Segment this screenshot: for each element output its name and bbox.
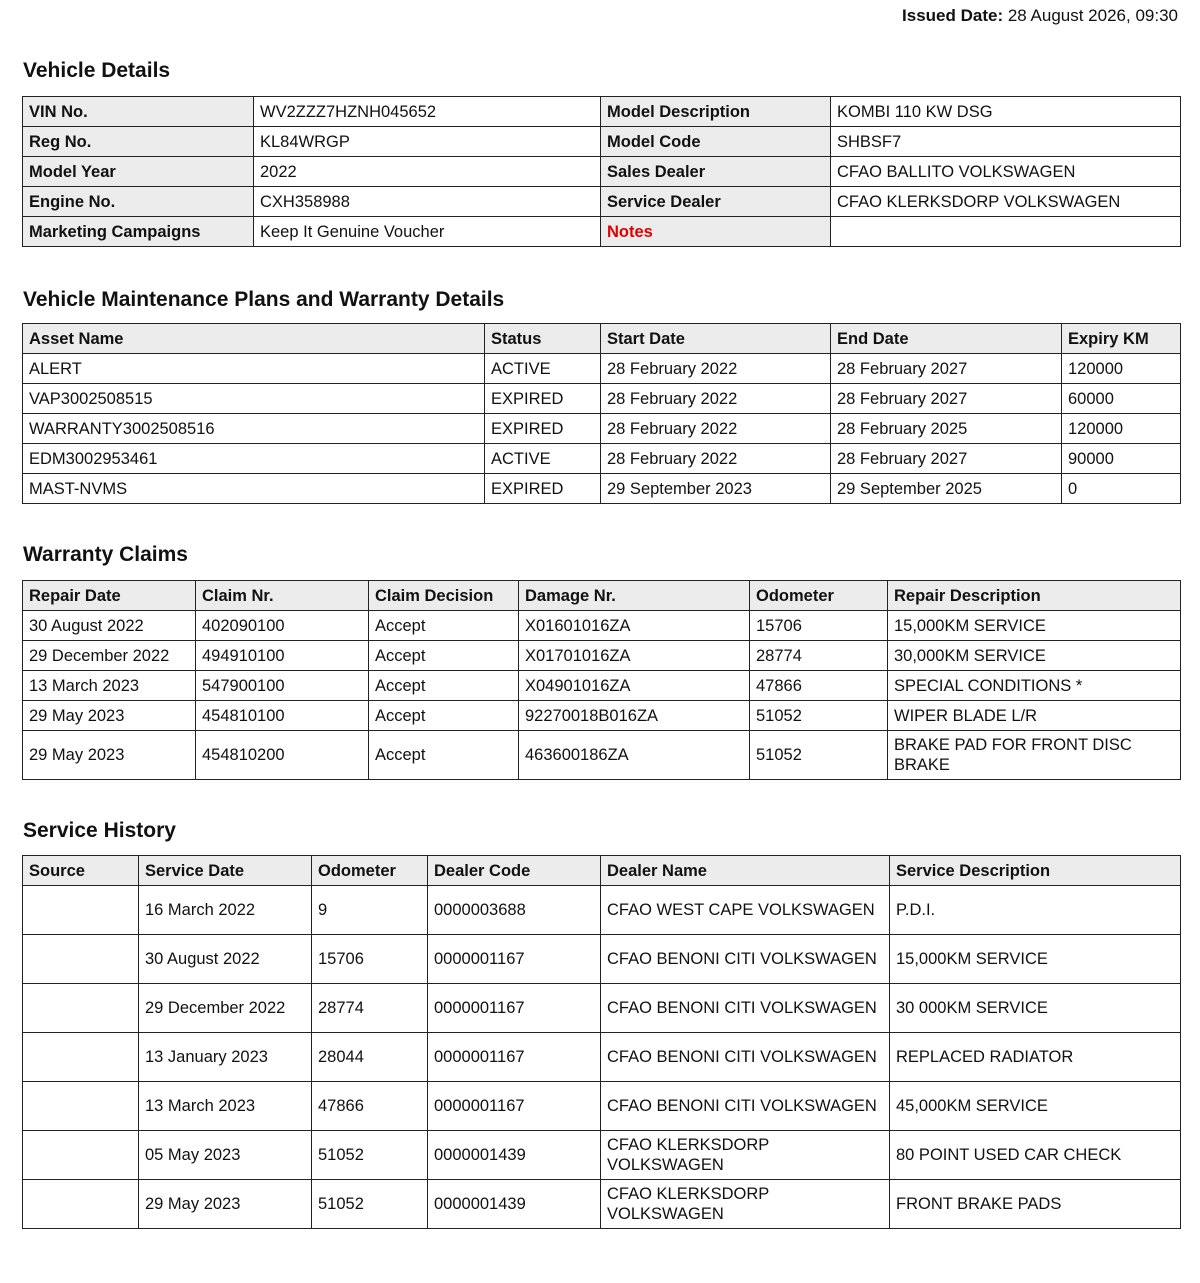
column-header-damage-nr: Damage Nr. bbox=[519, 581, 750, 611]
cell-status: EXPIRED bbox=[485, 474, 601, 504]
cell-damage-nr: X01701016ZA bbox=[519, 641, 750, 671]
cell-expiry-km: 120000 bbox=[1062, 414, 1181, 444]
cell-repair-date: 13 March 2023 bbox=[23, 671, 196, 701]
cell-service-description: 15,000KM SERVICE bbox=[890, 935, 1181, 984]
cell-dealer-code: 0000001439 bbox=[428, 1180, 601, 1229]
cell-dealer-code: 0000001167 bbox=[428, 984, 601, 1033]
cell-service-description: REPLACED RADIATOR bbox=[890, 1033, 1181, 1082]
cell-odometer: 15706 bbox=[312, 935, 428, 984]
maintenance-plans-title: Vehicle Maintenance Plans and Warranty Details bbox=[23, 288, 505, 311]
column-header-asset-name: Asset Name bbox=[23, 324, 485, 354]
cell-repair-date: 29 May 2023 bbox=[23, 731, 196, 780]
detail-value-marketing-campaigns: Keep It Genuine Voucher bbox=[254, 217, 601, 247]
plan-row bbox=[23, 354, 1181, 384]
service-row bbox=[23, 1180, 1181, 1229]
cell-dealer-code: 0000001439 bbox=[428, 1131, 601, 1180]
detail-value-sales-dealer: CFAO BALLITO VOLKSWAGEN bbox=[831, 157, 1181, 187]
cell-expiry-km: 120000 bbox=[1062, 354, 1181, 384]
cell-source bbox=[23, 984, 139, 1033]
cell-odometer: 47866 bbox=[750, 671, 888, 701]
cell-end-date: 29 September 2025 bbox=[831, 474, 1062, 504]
cell-expiry-km: 60000 bbox=[1062, 384, 1181, 414]
cell-claim-nr: 454810200 bbox=[196, 731, 369, 780]
cell-service-date: 13 January 2023 bbox=[139, 1033, 312, 1082]
cell-status: EXPIRED bbox=[485, 414, 601, 444]
column-header-status: Status bbox=[485, 324, 601, 354]
cell-repair-description: 15,000KM SERVICE bbox=[888, 611, 1181, 641]
cell-service-description: 80 POINT USED CAR CHECK bbox=[890, 1131, 1181, 1180]
cell-repair-description: BRAKE PAD FOR FRONT DISC BRAKE bbox=[888, 731, 1181, 780]
cell-end-date: 28 February 2027 bbox=[831, 444, 1062, 474]
service-history-title: Service History bbox=[23, 819, 176, 842]
vehicle-detail-row bbox=[23, 157, 1181, 187]
maintenance-plans-table bbox=[22, 323, 1181, 504]
column-header-source: Source bbox=[23, 856, 139, 886]
cell-service-description: P.D.I. bbox=[890, 886, 1181, 935]
detail-label-model-code: Model Code bbox=[601, 127, 831, 157]
detail-value-notes bbox=[831, 217, 1181, 247]
service-history-table bbox=[22, 855, 1181, 1229]
vehicle-details-table bbox=[22, 96, 1181, 247]
column-header-end-date: End Date bbox=[831, 324, 1062, 354]
warranty-claims-table bbox=[22, 580, 1181, 780]
cell-service-date: 05 May 2023 bbox=[139, 1131, 312, 1180]
column-header-service-date: Service Date bbox=[139, 856, 312, 886]
cell-end-date: 28 February 2027 bbox=[831, 354, 1062, 384]
cell-dealer-code: 0000003688 bbox=[428, 886, 601, 935]
claim-row bbox=[23, 611, 1181, 641]
cell-repair-date: 30 August 2022 bbox=[23, 611, 196, 641]
cell-claim-decision: Accept bbox=[369, 731, 519, 780]
cell-dealer-name: CFAO BENONI CITI VOLKSWAGEN bbox=[601, 984, 890, 1033]
cell-start-date: 28 February 2022 bbox=[601, 354, 831, 384]
cell-start-date: 28 February 2022 bbox=[601, 444, 831, 474]
cell-dealer-code: 0000001167 bbox=[428, 1033, 601, 1082]
cell-damage-nr: 463600186ZA bbox=[519, 731, 750, 780]
detail-label-marketing-campaigns: Marketing Campaigns bbox=[23, 217, 254, 247]
detail-value-model-description: KOMBI 110 KW DSG bbox=[831, 97, 1181, 127]
column-header-claim-decision: Claim Decision bbox=[369, 581, 519, 611]
detail-label-model-description: Model Description bbox=[601, 97, 831, 127]
cell-status: EXPIRED bbox=[485, 384, 601, 414]
cell-dealer-name: CFAO KLERKSDORP VOLKSWAGEN bbox=[601, 1131, 890, 1180]
column-header-service-description: Service Description bbox=[890, 856, 1181, 886]
cell-service-description: 45,000KM SERVICE bbox=[890, 1082, 1181, 1131]
cell-source bbox=[23, 1180, 139, 1229]
cell-claim-decision: Accept bbox=[369, 671, 519, 701]
detail-label-service-dealer: Service Dealer bbox=[601, 187, 831, 217]
claim-row bbox=[23, 641, 1181, 671]
cell-service-description: FRONT BRAKE PADS bbox=[890, 1180, 1181, 1229]
column-header-claim-nr: Claim Nr. bbox=[196, 581, 369, 611]
plan-row bbox=[23, 444, 1181, 474]
detail-value-service-dealer: CFAO KLERKSDORP VOLKSWAGEN bbox=[831, 187, 1181, 217]
cell-asset-name: ALERT bbox=[23, 354, 485, 384]
cell-repair-date: 29 May 2023 bbox=[23, 701, 196, 731]
vehicle-detail-row bbox=[23, 217, 1181, 247]
cell-source bbox=[23, 1082, 139, 1131]
plan-row bbox=[23, 414, 1181, 444]
cell-dealer-code: 0000001167 bbox=[428, 935, 601, 984]
detail-label-engine-no: Engine No. bbox=[23, 187, 254, 217]
cell-service-date: 16 March 2022 bbox=[139, 886, 312, 935]
cell-dealer-name: CFAO BENONI CITI VOLKSWAGEN bbox=[601, 935, 890, 984]
cell-start-date: 28 February 2022 bbox=[601, 414, 831, 444]
cell-repair-description: WIPER BLADE L/R bbox=[888, 701, 1181, 731]
cell-odometer: 9 bbox=[312, 886, 428, 935]
cell-odometer: 28774 bbox=[312, 984, 428, 1033]
cell-expiry-km: 90000 bbox=[1062, 444, 1181, 474]
cell-source bbox=[23, 935, 139, 984]
cell-start-date: 29 September 2023 bbox=[601, 474, 831, 504]
service-row bbox=[23, 1033, 1181, 1082]
cell-repair-description: SPECIAL CONDITIONS * bbox=[888, 671, 1181, 701]
issued-date bbox=[902, 6, 1178, 26]
issued-date-value: 28 August 2026, 09:30 bbox=[1007, 6, 1178, 25]
column-header-expiry-km: Expiry KM bbox=[1062, 324, 1181, 354]
cell-source bbox=[23, 886, 139, 935]
cell-odometer: 51052 bbox=[750, 701, 888, 731]
cell-asset-name: MAST-NVMS bbox=[23, 474, 485, 504]
cell-odometer: 51052 bbox=[312, 1180, 428, 1229]
cell-dealer-name: CFAO BENONI CITI VOLKSWAGEN bbox=[601, 1082, 890, 1131]
cell-source bbox=[23, 1131, 139, 1180]
cell-repair-description: 30,000KM SERVICE bbox=[888, 641, 1181, 671]
claim-row bbox=[23, 731, 1181, 780]
service-row bbox=[23, 886, 1181, 935]
column-header-odometer: Odometer bbox=[750, 581, 888, 611]
cell-claim-nr: 402090100 bbox=[196, 611, 369, 641]
cell-claim-decision: Accept bbox=[369, 641, 519, 671]
cell-asset-name: VAP3002508515 bbox=[23, 384, 485, 414]
service-row bbox=[23, 935, 1181, 984]
cell-service-date: 29 May 2023 bbox=[139, 1180, 312, 1229]
column-header-dealer-code: Dealer Code bbox=[428, 856, 601, 886]
vehicle-detail-row bbox=[23, 127, 1181, 157]
cell-start-date: 28 February 2022 bbox=[601, 384, 831, 414]
cell-end-date: 28 February 2025 bbox=[831, 414, 1062, 444]
vehicle-details-title: Vehicle Details bbox=[23, 59, 171, 82]
cell-odometer: 51052 bbox=[312, 1131, 428, 1180]
cell-service-date: 13 March 2023 bbox=[139, 1082, 312, 1131]
column-header-odometer: Odometer bbox=[312, 856, 428, 886]
cell-damage-nr: 92270018B016ZA bbox=[519, 701, 750, 731]
detail-label-reg-no: Reg No. bbox=[23, 127, 254, 157]
cell-dealer-code: 0000001167 bbox=[428, 1082, 601, 1131]
vehicle-detail-row bbox=[23, 187, 1181, 217]
column-header-dealer-name: Dealer Name bbox=[601, 856, 890, 886]
cell-source bbox=[23, 1033, 139, 1082]
plan-row bbox=[23, 474, 1181, 504]
detail-value-model-code: SHBSF7 bbox=[831, 127, 1181, 157]
cell-odometer: 51052 bbox=[750, 731, 888, 780]
cell-status: ACTIVE bbox=[485, 444, 601, 474]
cell-damage-nr: X01601016ZA bbox=[519, 611, 750, 641]
plan-row bbox=[23, 384, 1181, 414]
cell-claim-decision: Accept bbox=[369, 701, 519, 731]
cell-odometer: 28044 bbox=[312, 1033, 428, 1082]
cell-dealer-name: CFAO BENONI CITI VOLKSWAGEN bbox=[601, 1033, 890, 1082]
cell-repair-date: 29 December 2022 bbox=[23, 641, 196, 671]
issued-date-label: Issued Date: bbox=[902, 6, 1004, 25]
detail-label-vin-no: VIN No. bbox=[23, 97, 254, 127]
cell-dealer-name: CFAO WEST CAPE VOLKSWAGEN bbox=[601, 886, 890, 935]
cell-service-date: 29 December 2022 bbox=[139, 984, 312, 1033]
detail-label-sales-dealer: Sales Dealer bbox=[601, 157, 831, 187]
cell-expiry-km: 0 bbox=[1062, 474, 1181, 504]
service-row bbox=[23, 984, 1181, 1033]
cell-status: ACTIVE bbox=[485, 354, 601, 384]
cell-dealer-name: CFAO KLERKSDORP VOLKSWAGEN bbox=[601, 1180, 890, 1229]
cell-claim-nr: 454810100 bbox=[196, 701, 369, 731]
cell-service-description: 30 000KM SERVICE bbox=[890, 984, 1181, 1033]
detail-value-model-year: 2022 bbox=[254, 157, 601, 187]
cell-service-date: 30 August 2022 bbox=[139, 935, 312, 984]
cell-claim-nr: 547900100 bbox=[196, 671, 369, 701]
cell-damage-nr: X04901016ZA bbox=[519, 671, 750, 701]
detail-label-model-year: Model Year bbox=[23, 157, 254, 187]
warranty-claims-title: Warranty Claims bbox=[23, 543, 188, 566]
column-header-start-date: Start Date bbox=[601, 324, 831, 354]
service-row bbox=[23, 1131, 1181, 1180]
cell-asset-name: WARRANTY3002508516 bbox=[23, 414, 485, 444]
claim-row bbox=[23, 671, 1181, 701]
cell-asset-name: EDM3002953461 bbox=[23, 444, 485, 474]
detail-value-reg-no: KL84WRGP bbox=[254, 127, 601, 157]
cell-end-date: 28 February 2027 bbox=[831, 384, 1062, 414]
service-row bbox=[23, 1082, 1181, 1131]
column-header-repair-description: Repair Description bbox=[888, 581, 1181, 611]
column-header-repair-date: Repair Date bbox=[23, 581, 196, 611]
detail-label-notes: Notes bbox=[601, 217, 831, 247]
cell-odometer: 28774 bbox=[750, 641, 888, 671]
claim-row bbox=[23, 701, 1181, 731]
detail-value-engine-no: CXH358988 bbox=[254, 187, 601, 217]
cell-claim-decision: Accept bbox=[369, 611, 519, 641]
detail-value-vin-no: WV2ZZZ7HZNH045652 bbox=[254, 97, 601, 127]
vehicle-detail-row bbox=[23, 97, 1181, 127]
cell-odometer: 47866 bbox=[312, 1082, 428, 1131]
cell-odometer: 15706 bbox=[750, 611, 888, 641]
cell-claim-nr: 494910100 bbox=[196, 641, 369, 671]
